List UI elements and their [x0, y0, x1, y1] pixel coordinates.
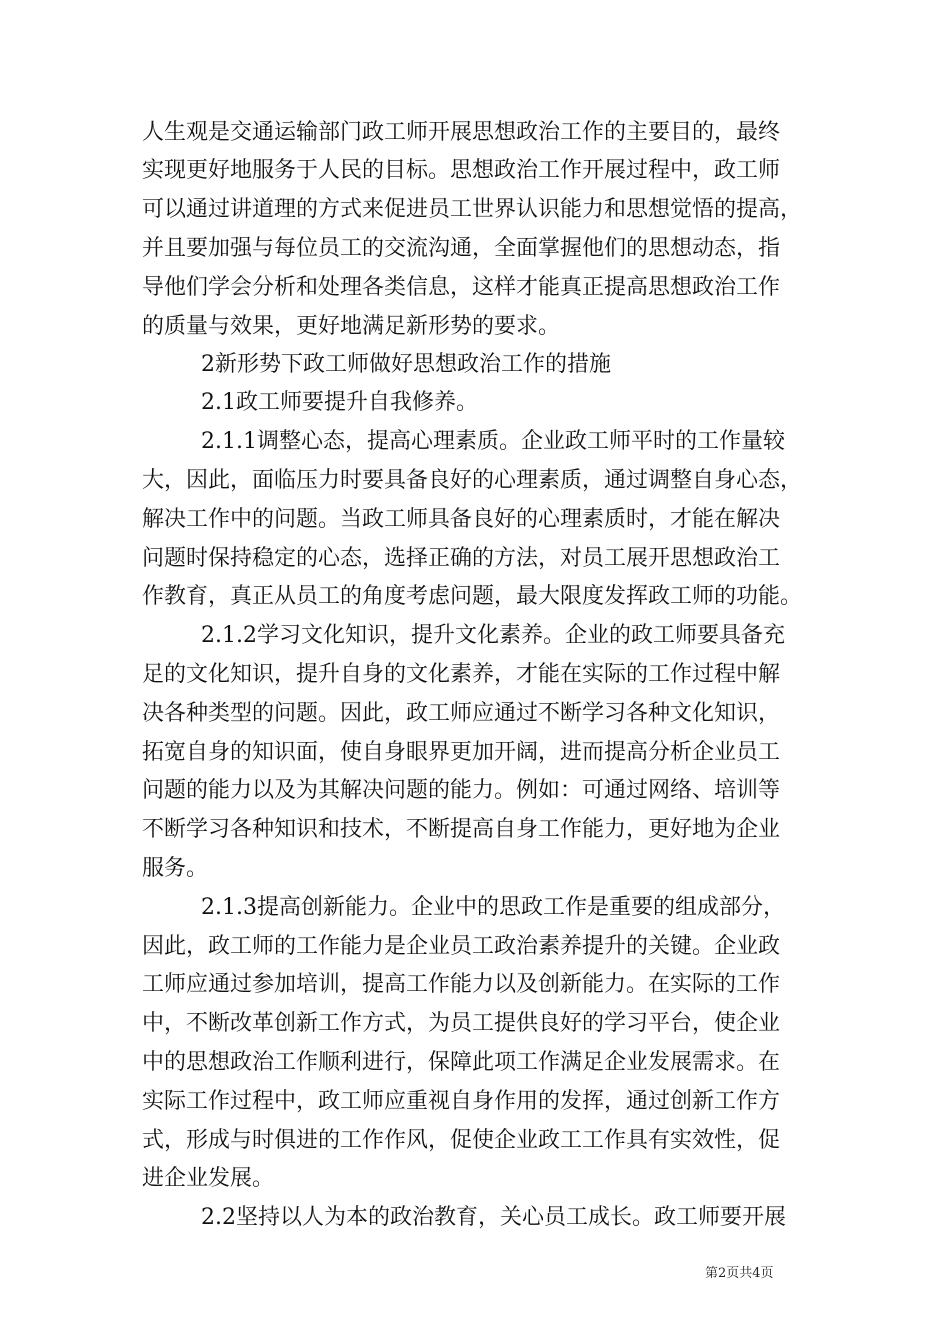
- body-text-line: 足的文化知识，提升自身的文化素养，才能在实际的工作过程中解: [142, 662, 781, 687]
- body-text-line: 2.1.2学习文化知识，提升文化素养。企业的政工师要具备充: [201, 623, 785, 648]
- body-text-line: 2.1.1调整心态，提高心理素质。企业政工师平时的工作量较: [201, 429, 785, 454]
- body-text-line: 中，不断改革创新工作方式，为员工提供良好的学习平台，使企业: [142, 1011, 781, 1036]
- body-text-line: 导他们学会分析和处理各类信息，这样才能真正提高思想政治工作: [142, 275, 781, 300]
- body-text-line: 问题时保持稳定的心态，选择正确的方法，对员工展开思想政治工: [142, 546, 781, 571]
- body-text-line: 解决工作中的问题。当政工师具备良好的心理素质时，才能在解决: [142, 507, 781, 532]
- body-text-line: 服务。: [142, 856, 209, 881]
- body-text-line: 不断学习各种知识和技术，不断提高自身工作能力，更好地为企业: [142, 817, 781, 842]
- body-text-line: 大，因此，面临压力时要具备良好的心理素质，通过调整自身心态，: [142, 468, 803, 493]
- body-text-line: 2.1.3提高创新能力。企业中的思政工作是重要的组成部分，: [201, 895, 785, 920]
- body-text-line: 决各种类型的问题。因此，政工师应通过不断学习各种文化知识，: [142, 701, 781, 726]
- body-text-line: 实现更好地服务于人民的目标。思想政治工作开展过程中，政工师: [142, 158, 781, 183]
- body-text-line: 因此，政工师的工作能力是企业员工政治素养提升的关键。企业政: [142, 934, 781, 959]
- body-text-line: 作教育，真正从员工的角度考虑问题，最大限度发挥政工师的功能。: [142, 584, 803, 609]
- page-number: 第2页共4页: [705, 1266, 774, 1281]
- body-text-line: 工师应通过参加培训，提高工作能力以及创新能力。在实际的工作: [142, 972, 781, 997]
- body-text-line: 并且要加强与每位员工的交流沟通，全面掌握他们的思想动态，指: [142, 236, 781, 261]
- subsection-heading: 2.2坚持以人为本的政治教育，关心员工成长。政工师要开展: [201, 1205, 786, 1230]
- body-text-line: 问题的能力以及为其解决问题的能力。例如：可通过网络、培训等: [142, 778, 781, 803]
- body-text-line: 的质量与效果，更好地满足新形势的要求。: [142, 314, 561, 339]
- body-text-line: 人生观是交通运输部门政工师开展思想政治工作的主要目的，最终: [142, 120, 781, 145]
- section-heading: 2新形势下政工师做好思想政治工作的措施: [201, 352, 611, 377]
- subsection-heading: 2.1政工师要提升自我修养。: [201, 390, 478, 415]
- body-text-line: 可以通过讲道理的方式来促进员工世界认识能力和思想觉悟的提高，: [142, 197, 803, 222]
- body-text-line: 进企业发展。: [142, 1166, 275, 1191]
- body-text-line: 中的思想政治工作顺利进行，保障此项工作满足企业发展需求。在: [142, 1050, 781, 1075]
- body-text-line: 式，形成与时俱进的工作作风，促使企业政工工作具有实效性，促: [142, 1128, 781, 1153]
- body-text-line: 实际工作过程中，政工师应重视自身作用的发挥，通过创新工作方: [142, 1089, 781, 1114]
- body-text-line: 拓宽自身的知识面，使自身眼界更加开阔，进而提高分析企业员工: [142, 740, 781, 765]
